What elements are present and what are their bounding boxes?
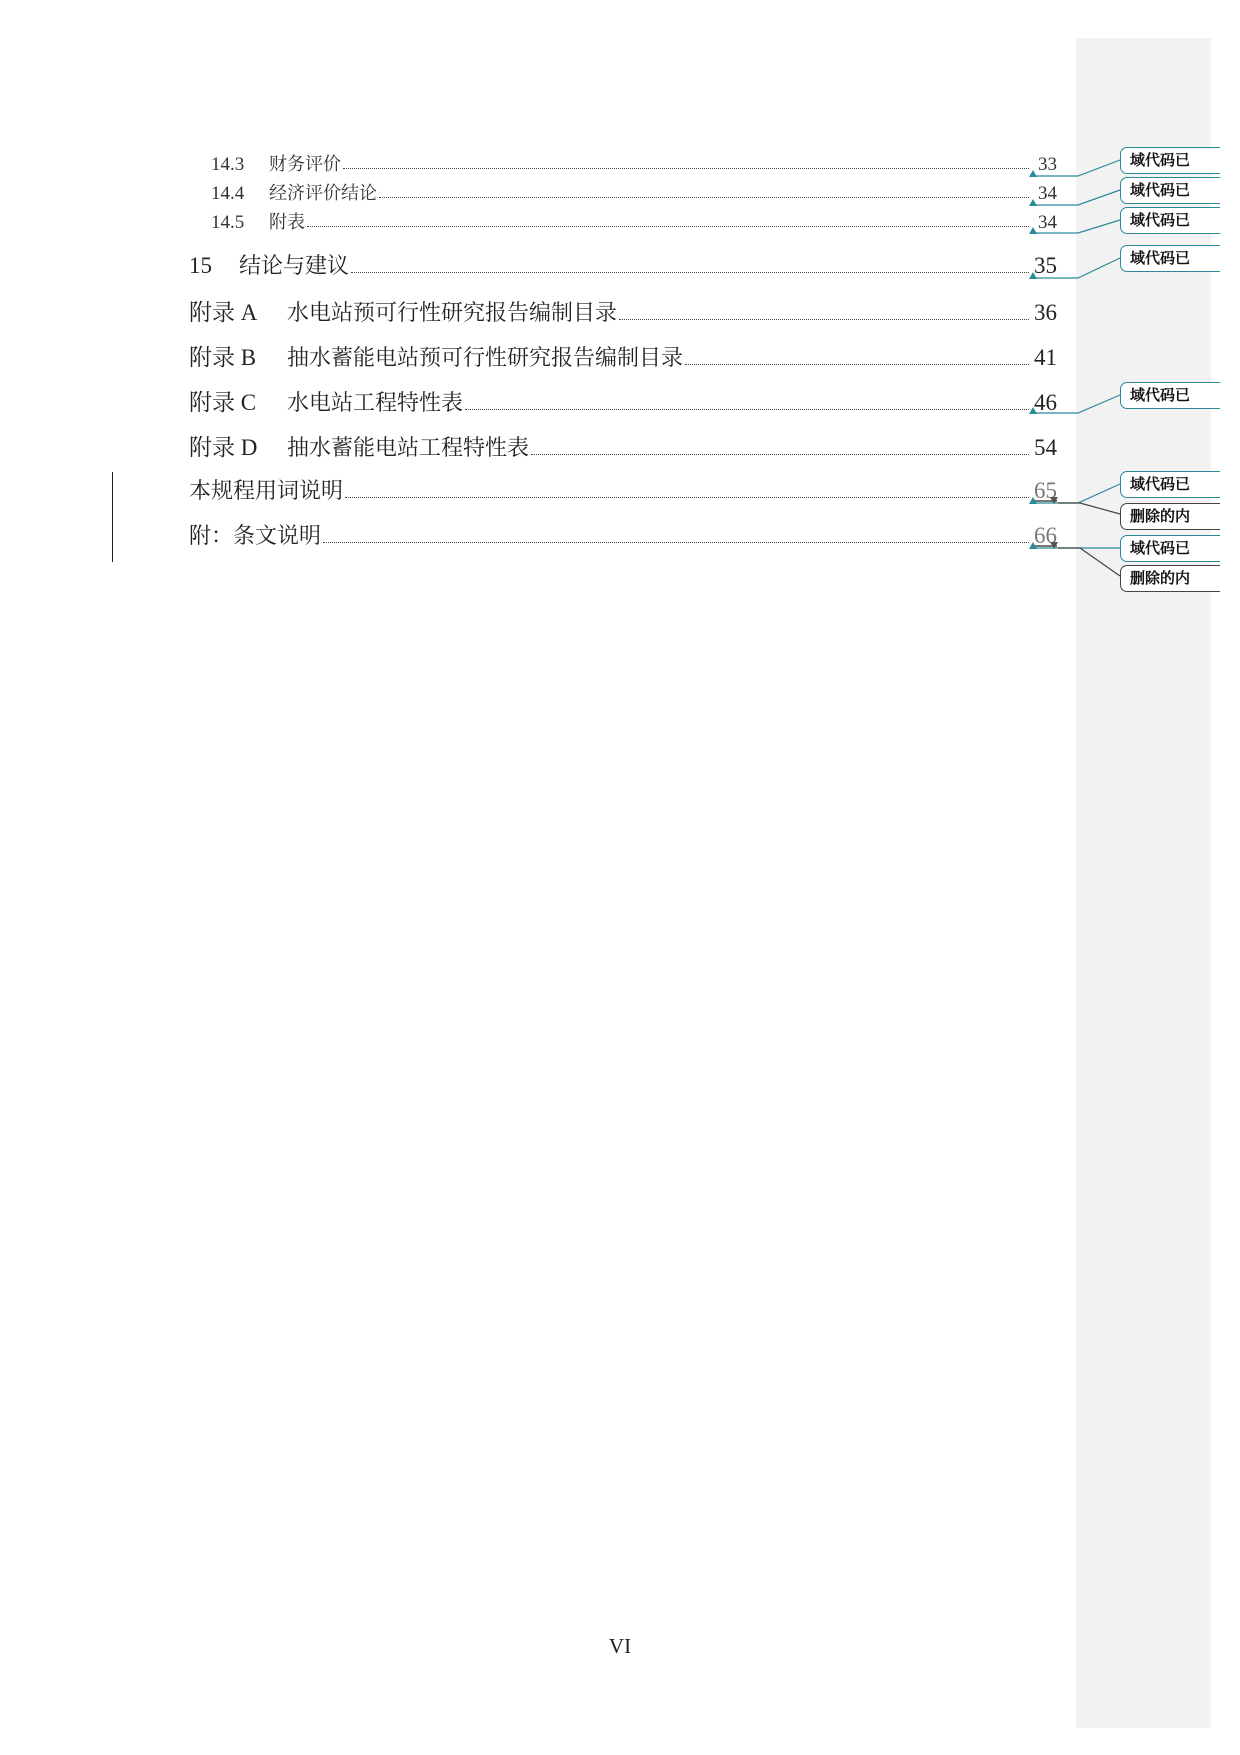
toc-entry-page: 46 <box>1034 390 1057 415</box>
dot-leader <box>685 363 1029 365</box>
dot-leader <box>345 496 1029 498</box>
toc-entry-title: 结论与建议 <box>239 254 350 279</box>
toc-entry-title: 财务评价 <box>269 154 341 175</box>
dot-leader <box>323 541 1029 543</box>
toc-entry-14-5[interactable] <box>211 208 1057 234</box>
comment-balloon-field-changed[interactable]: 域代码已 <box>1120 147 1220 174</box>
comment-balloon-deleted[interactable]: 删除的内 <box>1120 503 1220 530</box>
toc-entry-title: 水电站工程特性表 <box>287 391 464 416</box>
toc-entry-number: 14.3 <box>211 154 245 175</box>
deletion-marker <box>1050 497 1058 504</box>
toc-entry-page: 65 <box>1034 478 1057 503</box>
toc-entry-number: 附录 A <box>189 300 258 325</box>
toc-entry-page: 66 <box>1034 523 1057 548</box>
change-bar <box>112 472 113 562</box>
toc-entry-page: 36 <box>1034 300 1057 325</box>
dot-leader <box>343 167 1029 169</box>
comment-balloon-field-changed[interactable]: 域代码已 <box>1120 207 1220 234</box>
dot-leader <box>465 408 1029 410</box>
revision-marker <box>1029 407 1037 414</box>
toc-entry-appendix-d[interactable] <box>189 429 1057 462</box>
comment-balloon-field-changed[interactable]: 域代码已 <box>1120 382 1220 409</box>
toc-entry-page: 34 <box>1038 183 1057 204</box>
revision-marker <box>1029 497 1037 504</box>
toc-entry-appendix-a[interactable] <box>189 294 1057 327</box>
toc-entry-number: 附录 B <box>189 345 257 370</box>
toc-entry-number: 14.5 <box>211 212 245 233</box>
comment-balloon-field-changed[interactable]: 域代码已 <box>1120 535 1220 562</box>
comment-balloon-field-changed[interactable]: 域代码已 <box>1120 245 1220 272</box>
revision-marker <box>1029 170 1037 177</box>
toc-entry-title: 附：条文说明 <box>189 524 322 549</box>
toc-entry-14-4[interactable] <box>211 179 1057 205</box>
toc-entry-title: 附表 <box>269 212 305 233</box>
toc-entry-appendix-c[interactable] <box>189 384 1057 417</box>
toc-entry-number: 14.4 <box>211 183 245 204</box>
revision-marker <box>1029 227 1037 234</box>
toc-entry-page: 34 <box>1038 212 1057 233</box>
toc-entry-explanation[interactable] <box>189 519 1057 550</box>
toc-entry-14-3[interactable] <box>211 150 1057 176</box>
toc-entry-title: 水电站预可行性研究报告编制目录 <box>287 301 618 326</box>
page-number: VI <box>608 1634 632 1658</box>
toc-entry-15[interactable] <box>189 249 1057 280</box>
deletion-marker <box>1050 542 1058 549</box>
comment-balloon-deleted[interactable]: 删除的内 <box>1120 565 1220 592</box>
toc-entry-title: 本规程用词说明 <box>189 479 344 504</box>
toc-entry-terms[interactable] <box>189 474 1057 505</box>
toc-entry-page: 35 <box>1034 253 1057 278</box>
toc-entry-page: 54 <box>1034 435 1057 460</box>
toc-entry-title: 经济评价结论 <box>269 183 377 204</box>
dot-leader <box>351 271 1029 273</box>
dot-leader <box>619 318 1029 320</box>
revision-marker <box>1029 199 1037 206</box>
toc-entry-number: 15 <box>189 253 212 278</box>
dot-leader <box>379 196 1029 198</box>
dot-leader <box>307 225 1029 227</box>
toc-entry-title: 抽水蓄能电站工程特性表 <box>287 436 530 461</box>
dot-leader <box>531 453 1029 455</box>
toc-entry-appendix-b[interactable] <box>189 339 1057 372</box>
comment-balloon-field-changed[interactable]: 域代码已 <box>1120 177 1220 204</box>
toc-entry-number: 附录 C <box>189 390 257 415</box>
toc-entry-page: 41 <box>1034 345 1057 370</box>
toc-entry-title: 抽水蓄能电站预可行性研究报告编制目录 <box>287 346 684 371</box>
markup-margin-panel <box>1076 38 1211 1728</box>
toc-entry-number: 附录 D <box>189 435 258 460</box>
revision-marker <box>1029 272 1037 279</box>
revision-marker <box>1029 542 1037 549</box>
toc-entry-page: 33 <box>1038 154 1057 175</box>
comment-balloon-field-changed[interactable]: 域代码已 <box>1120 471 1220 498</box>
